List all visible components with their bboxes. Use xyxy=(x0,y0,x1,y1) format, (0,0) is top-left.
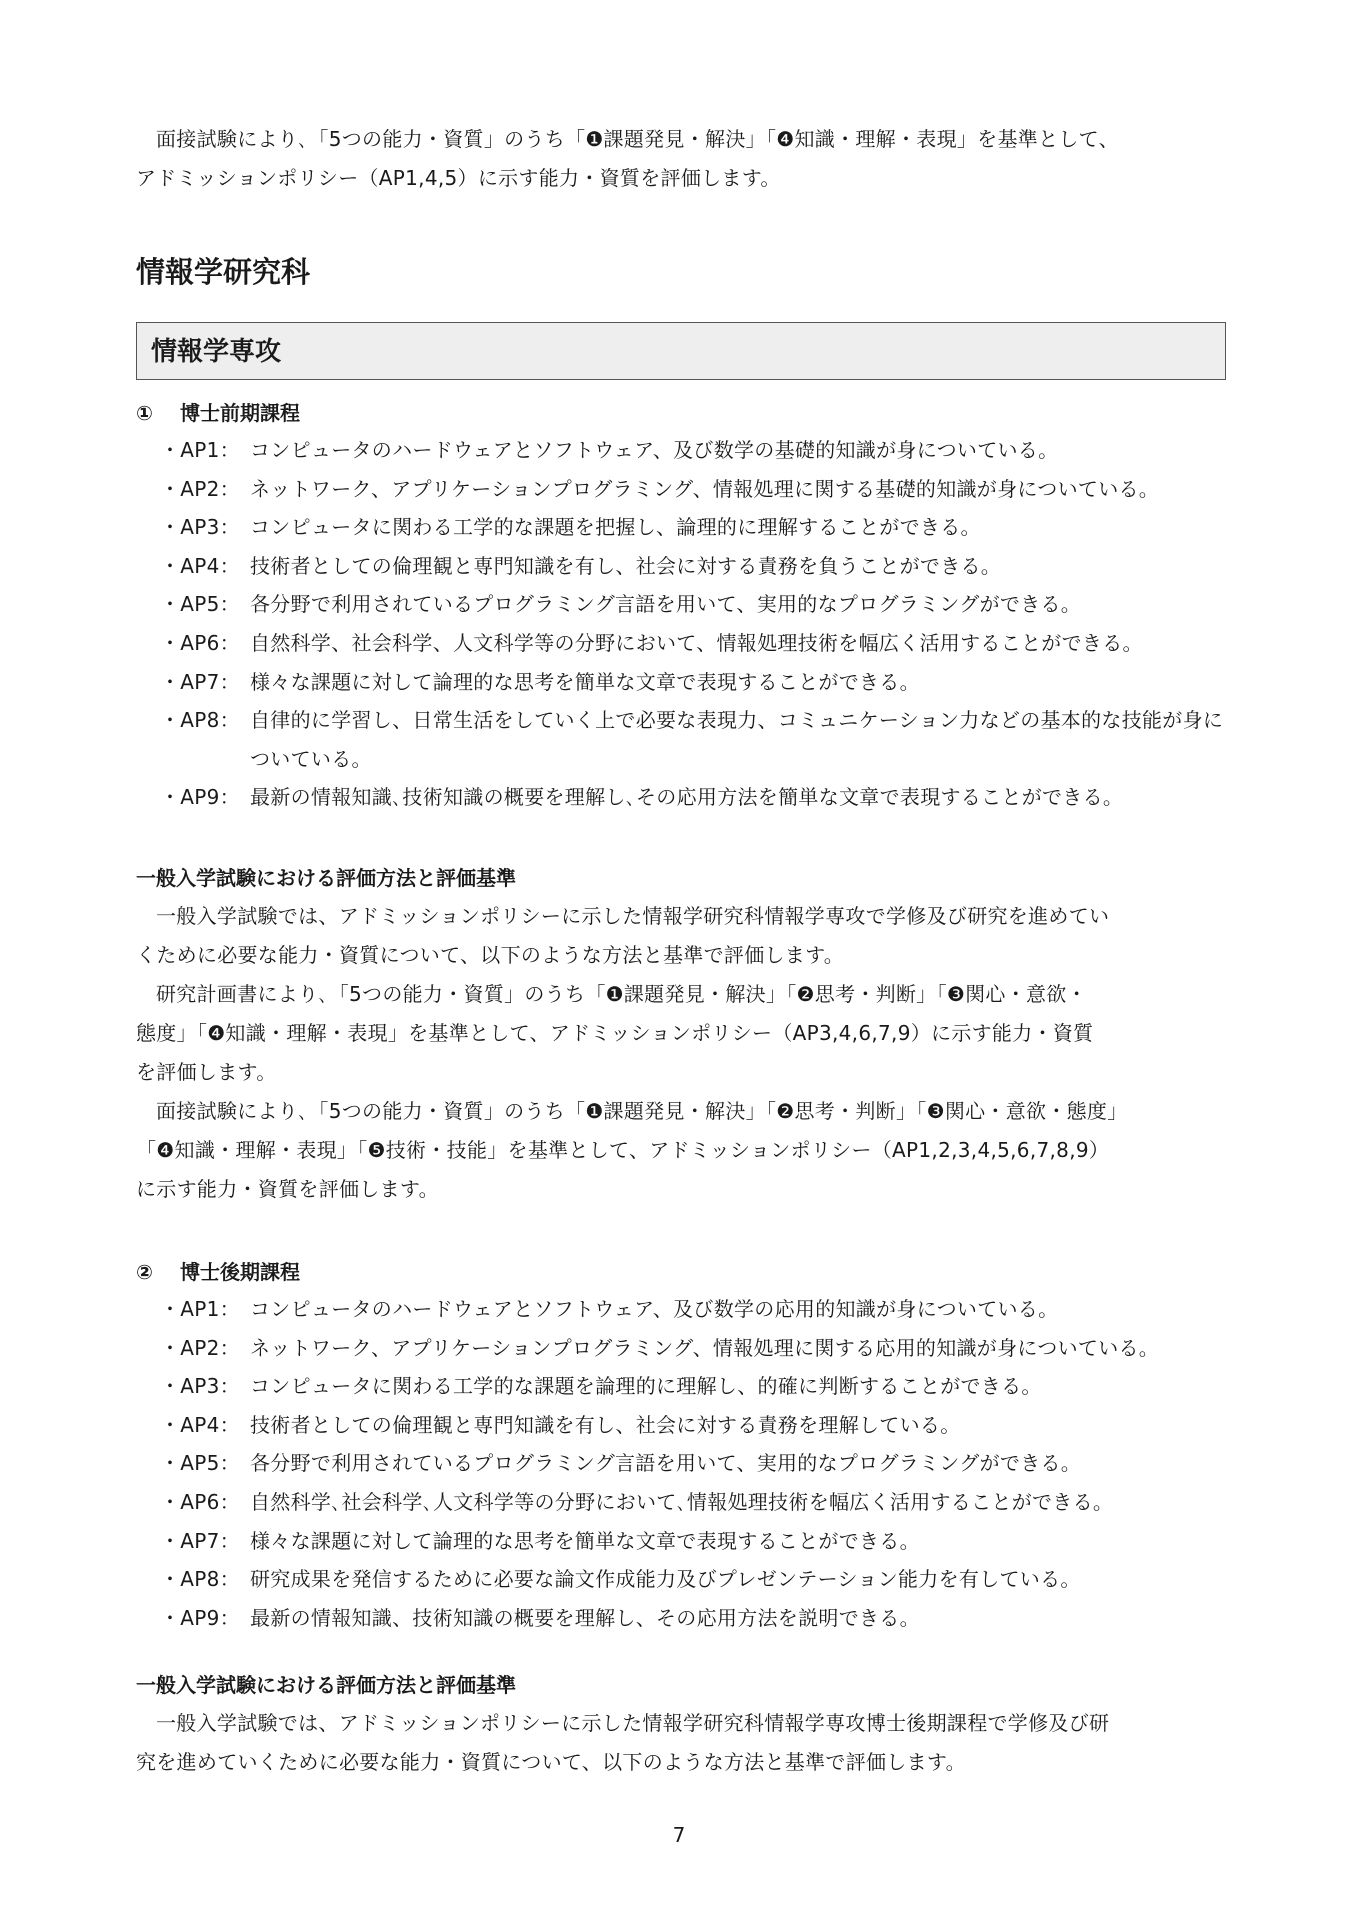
list-item xyxy=(160,1599,1230,1638)
eval-line: 面接試験により､「5つの能力・資質」のうち「❶課題発見・解決」「❷思考・判断」「❸関心・意欲・態度」 xyxy=(156,1099,1128,1123)
master-course-title: 博士前期課程 xyxy=(180,401,300,425)
eval-line: 一般入学試験では、アドミッションポリシーに示した情報学研究科情報学専攻博士後期課程で学修及び研 xyxy=(156,1711,1110,1735)
ap-code: ・AP7： xyxy=(160,669,240,694)
ap-code: ・AP9： xyxy=(160,1605,240,1630)
eval-line: 態度」「❹知識・理解・表現」を基準として、アドミッションポリシー（AP3,4,6,7,9）に示す能力・資質 xyxy=(136,1021,1094,1045)
intro-line: アドミッションポリシー（AP1,4,5）に示す能力・資質を評価します。 xyxy=(136,166,781,190)
major-title: 情報学専攻 xyxy=(151,337,282,367)
ap-text: 自律的に学習し、日常生活をしていく上で必要な表現力、コミュニケーション力などの基本的な技能が身についている。 xyxy=(250,708,1224,771)
list-item xyxy=(160,1329,1230,1368)
list-item xyxy=(160,1560,1230,1599)
ap-code: ・AP4： xyxy=(160,1412,240,1437)
ap-text: ネットワーク、アプリケーションプログラミング、情報処理に関する応用的知識が身についている。 xyxy=(250,1335,1160,1360)
ap-text: コンピュータのハードウェアとソフトウェア、及び数学の基礎的知識が身についている。 xyxy=(250,438,1059,462)
ap-code: ・AP4： xyxy=(160,553,240,578)
list-item xyxy=(160,701,1230,778)
intro-line: 面接試験により､「5つの能力・資質」のうち「❶課題発見・解決」「❹知識・理解・表現」を基準として、 xyxy=(156,127,1119,151)
ap-text: 各分野で利用されているプログラミング言語を用いて、実用的なプログラミングができる。 xyxy=(250,592,1082,617)
eval-paragraph xyxy=(136,1092,1229,1209)
eval-line: 一般入学試験では、アドミッションポリシーに示した情報学研究科情報学専攻で学修及び研究を進めてい xyxy=(156,904,1110,928)
ap-code: ・AP1： xyxy=(160,1297,240,1321)
list-item xyxy=(160,547,1230,586)
ap-code: ・AP1： xyxy=(160,438,240,462)
ap-text: コンピュータに関わる工学的な課題を論理的に理解し、的確に判断することができる。 xyxy=(250,1374,1042,1399)
ap-text: ネットワーク、アプリケーションプログラミング、情報処理に関する基礎的知識が身についている。 xyxy=(250,476,1160,501)
ap-code: ・AP9： xyxy=(160,785,240,810)
section-title: 情報学研究科 xyxy=(136,255,311,289)
intro-paragraph xyxy=(136,120,1229,198)
ap-code: ・AP5： xyxy=(160,1451,240,1476)
page-number: 7 xyxy=(672,1823,686,1847)
ap-text: 技術者としての倫理観と専門知識を有し、社会に対する責務を理解している。 xyxy=(250,1412,961,1437)
doctor-course-title: 博士後期課程 xyxy=(180,1260,300,1284)
ap-text: 様々な課題に対して論理的な思考を簡単な文章で表現することができる。 xyxy=(250,669,920,694)
doctor-ap-list xyxy=(160,1290,1230,1637)
master-ap-list xyxy=(160,431,1230,817)
ap-text: 研究成果を発信するために必要な論文作成能力及びプレゼンテーション能力を有している。 xyxy=(250,1567,1081,1592)
list-item xyxy=(160,624,1230,663)
eval-line: くために必要な能力・資質について、以下のような方法と基準で評価します。 xyxy=(136,943,845,967)
ap-text: コンピュータに関わる工学的な課題を把握し、論理的に理解することができる。 xyxy=(250,515,981,540)
ap-text: 自然科学､社会科学､人文科学等の分野において､情報処理技術を幅広く活用することができる。 xyxy=(250,1489,1114,1514)
ap-code: ・AP3： xyxy=(160,515,240,540)
list-item xyxy=(160,1522,1230,1561)
master-course-heading xyxy=(136,398,300,428)
ap-text: 技術者としての倫理観と専門知識を有し、社会に対する責務を負うことができる。 xyxy=(250,553,1002,578)
list-item xyxy=(160,1406,1230,1445)
master-course-number: ① xyxy=(136,401,153,425)
ap-code: ・AP6： xyxy=(160,630,240,655)
ap-text: 様々な課題に対して論理的な思考を簡単な文章で表現することができる。 xyxy=(250,1528,920,1553)
ap-code: ・AP2： xyxy=(160,476,240,501)
eval-line: 究を進めていくために必要な能力・資質について、以下のような方法と基準で評価します。 xyxy=(136,1750,966,1774)
ap-code: ・AP2： xyxy=(160,1335,240,1360)
ap-code: ・AP3： xyxy=(160,1374,240,1399)
eval-line: 研究計画書により､「5つの能力・資質」のうち「❶課題発見・解決」「❷思考・判断」「❸関心・意欲・ xyxy=(156,982,1087,1006)
list-item xyxy=(160,1367,1230,1406)
list-item xyxy=(160,778,1230,817)
ap-text: コンピュータのハードウェアとソフトウェア、及び数学の応用的知識が身についている。 xyxy=(250,1297,1059,1321)
list-item xyxy=(160,1290,1230,1329)
eval-paragraph xyxy=(136,897,1229,975)
list-item xyxy=(160,663,1230,702)
eval-line: 「❹知識・理解・表現」「❺技術・技能」を基準として、アドミッションポリシー（AP1,2,3,4,5,6,7,8,9） xyxy=(136,1138,1110,1162)
doctor-course-heading xyxy=(136,1257,300,1287)
list-item xyxy=(160,470,1230,509)
eval-line: に示す能力・資質を評価します。 xyxy=(136,1177,439,1201)
list-item xyxy=(160,1444,1230,1483)
eval-paragraph xyxy=(136,975,1229,1092)
eval-heading: 一般入学試験における評価方法と評価基準 xyxy=(136,1673,516,1697)
list-item xyxy=(160,585,1230,624)
ap-text: 最新の情報知識、技術知識の概要を理解し、その応用方法を説明できる。 xyxy=(250,1605,920,1630)
major-heading-box xyxy=(136,322,1226,380)
eval-line: を評価します。 xyxy=(136,1060,277,1084)
ap-code: ・AP7： xyxy=(160,1528,240,1553)
ap-text: 自然科学、社会科学、人文科学等の分野において、情報処理技術を幅広く活用することができる。 xyxy=(250,630,1143,655)
doctor-course-number: ② xyxy=(136,1260,153,1284)
list-item xyxy=(160,1483,1230,1522)
ap-code: ・AP8： xyxy=(160,708,240,733)
eval-paragraph xyxy=(136,1704,1229,1782)
ap-code: ・AP6： xyxy=(160,1489,240,1514)
ap-text: 最新の情報知識､技術知識の概要を理解し､その応用方法を簡単な文章で表現することができる。 xyxy=(250,785,1124,810)
list-item xyxy=(160,431,1230,470)
list-item xyxy=(160,508,1230,547)
ap-code: ・AP5： xyxy=(160,592,240,617)
ap-code: ・AP8： xyxy=(160,1567,240,1592)
ap-text: 各分野で利用されているプログラミング言語を用いて、実用的なプログラミングができる。 xyxy=(250,1451,1082,1476)
eval-heading: 一般入学試験における評価方法と評価基準 xyxy=(136,866,516,890)
